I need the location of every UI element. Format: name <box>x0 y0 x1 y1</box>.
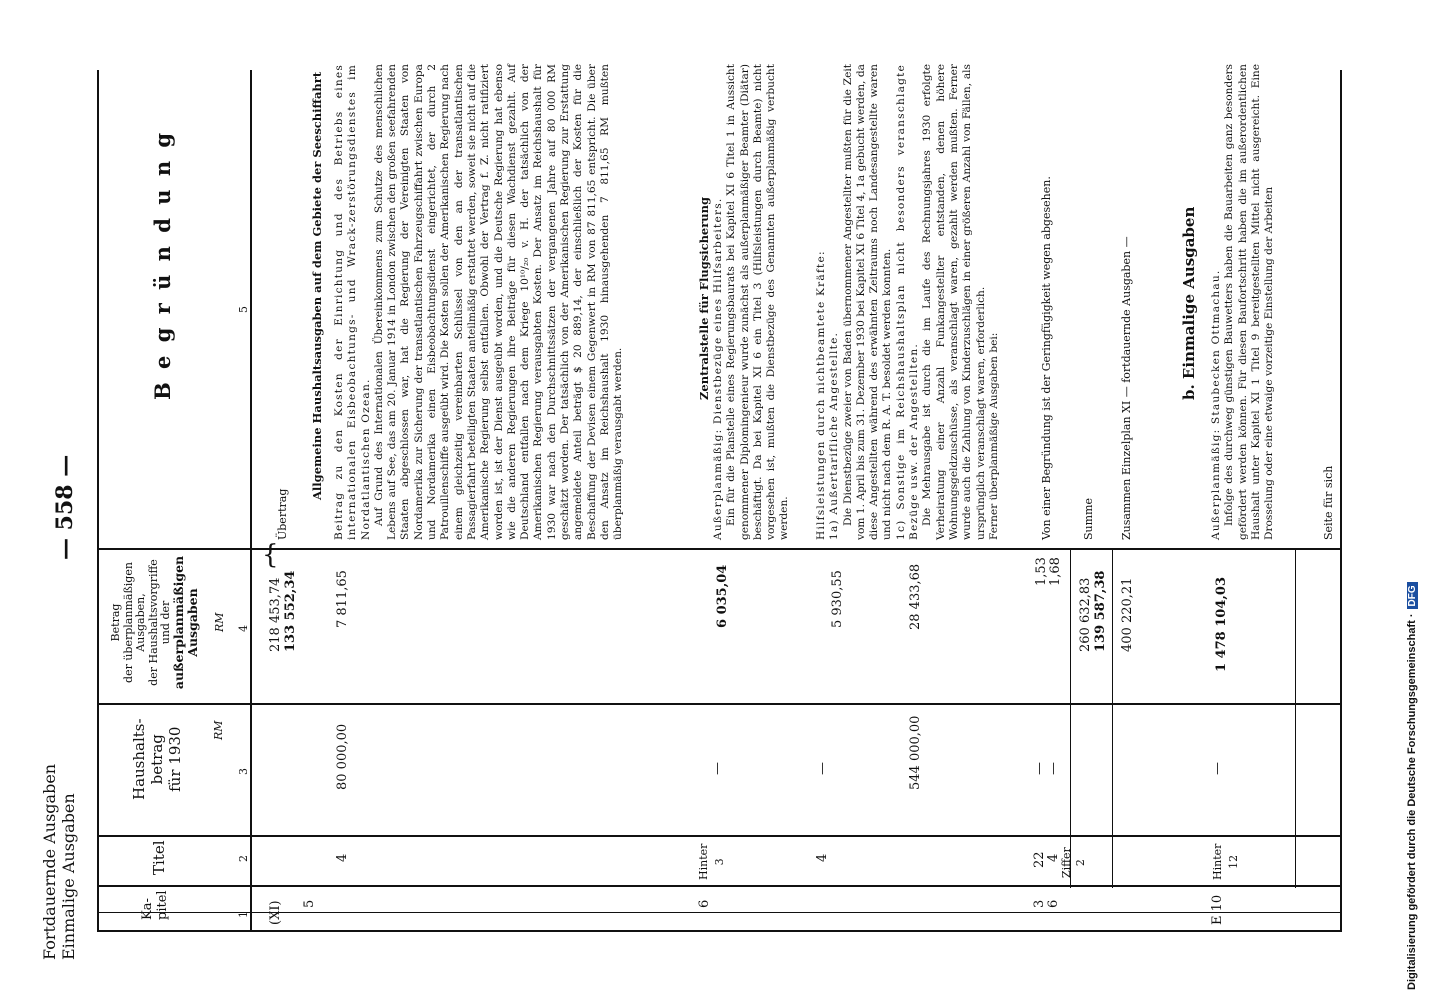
dfg-credit <box>1400 0 1434 1000</box>
kap-e10-l: E 10 <box>1210 894 1225 925</box>
betrag-28433-l: 28 433,68 <box>908 563 923 630</box>
dfg-credit-text <box>1406 10 1418 990</box>
haushalt-dash4-l: — <box>1046 762 1061 775</box>
ausserplan1-body: Ein für die Planstelle eines Regierungsbaurats bei Kapitel XI 6 Titel 1 in Aussicht genommener Diplomingenieur wurde zunächst als außerplanmäßiger Beamter (Diätar) beschäftigt. Da bei Kapitel XI 6 ein Titel 3 (Hilfsleistungen durch Beamte) nicht vorgesehen ist, mußten die Dienstbezüge des Genannten außerplanmäßig verbucht werden. <box>725 64 791 540</box>
col-num-3-l: 3 <box>237 768 250 775</box>
col-num-2-l: 2 <box>237 855 250 862</box>
header-haushalt-unit-l: RM <box>212 720 225 740</box>
ausserplan2-body: Infolge des durchweg günstigen Bauwetters haben die Bauarbeiten ganz besonders gefördert werden können. Für diesen Baufortschritt haben die im außerordentlichen Haushalt unter Kapitel XI 1 Titel 9 bereitgestellten Mittel nicht ausgereicht. Eine Drosselung oder eine etwaige vorzeitige Einstellung der Arbeiten <box>1223 64 1276 540</box>
col2-rule <box>97 835 1342 837</box>
haushalt-dash5-l: — <box>1210 762 1225 775</box>
kap-3-l: 3 <box>1032 899 1047 908</box>
summe-label: Summe <box>1082 498 1095 540</box>
kap-6-l: 6 <box>697 899 712 908</box>
hilfs-1c-title: 1c) Sonstige im Reichshaushaltsplan nicht besonders veranschlagte Bezüge usw. der Angestellten. <box>894 64 921 540</box>
header-betrag-bold-l: außerplanmäßigen Ausgaben <box>171 555 200 690</box>
titel-hinter3-l: Hinter 3 <box>697 843 726 880</box>
zentral-heading-l: Zentralstelle für Flugsicherung <box>697 196 711 400</box>
ausserplan1-paragraph <box>712 64 792 540</box>
von-einer-text: Von einer Begründung ist der Geringfügigkeit wegen abgesehen. <box>1040 176 1053 540</box>
uebertrag-label: Übertrag <box>276 488 289 540</box>
left-frame <box>97 70 99 930</box>
summe-rule-1 <box>1070 548 1071 888</box>
hilfs-title: Hilfsleistungen durch nichtbeamtete Kräfte: <box>815 250 827 540</box>
ausserplan2-title: Außerplanmäßig: Staubecken Ottmachau. <box>1210 269 1222 540</box>
betrag-168-l: 1,68 <box>1048 557 1063 586</box>
kap-5-l: 5 <box>302 899 317 908</box>
header-haushalt-l: Haushalts- betrag für 1930 <box>130 718 184 800</box>
betrag-218453-l: 218 453,74 <box>268 577 283 652</box>
haushalt-544000-l: 544 000,00 <box>908 715 923 790</box>
titel-22-l: 22 <box>1032 851 1047 868</box>
uebertrag-brace: { <box>262 540 279 570</box>
betrag-summe2-l: 139 587,38 <box>1093 570 1108 652</box>
haushalt-dash3-l: — <box>1032 762 1047 775</box>
betrag-133552-l: 133 552,34 <box>283 570 298 652</box>
header-kapitel-l: Ka- pitel <box>140 890 170 920</box>
colnum-rule <box>97 912 1342 913</box>
beitrag-title: Beitrag zu den Kosten der Einrichtung und des Betriebs eines internationalen Eisbeobachtungs- und Wrack-zerstörungsdienstes im Nordatlantischen Ozean. <box>333 64 372 540</box>
haushalt-dash2-l: — <box>815 762 830 775</box>
fortdauernde-block <box>40 764 78 960</box>
col-num-1-l: 1 <box>237 911 250 918</box>
summe-rule-2 <box>1112 548 1113 888</box>
titel-hinter12-l: Hinter 12 <box>1211 843 1240 880</box>
col1-rule <box>97 885 1342 887</box>
hilfs-1a-body: Die Dienstbezüge zweier von Baden übernommener Angestellter mußten für die Zeit vom 1. April bis zum 31. Dezember 1930 bei Kapitel XI 6 Titel 4, 1a gebucht werden, da diese Angestellten während des erwähnten Zeitraums noch Landesangestellte waren und nicht nach dem R. A. T. besoldet werden konnten. <box>841 64 894 540</box>
col4-rule <box>97 548 1342 550</box>
fortdauernde-text: Fortdauernde Ausgaben <box>40 763 59 960</box>
betrag-1478104-l: 1 478 104,03 <box>1214 577 1229 672</box>
haushalt-dash1-l: — <box>710 762 725 775</box>
col-num-4-l: 4 <box>237 625 250 632</box>
hilfs-paragraph <box>815 64 1001 540</box>
right-frame <box>1340 70 1342 930</box>
titel-ziffer-l: Ziffer 2 <box>1060 847 1087 878</box>
betrag-summe1-l: 260 632,83 <box>1078 577 1093 652</box>
col3-rule <box>97 703 1342 705</box>
header-rule <box>250 70 252 930</box>
seite-label: Seite für sich <box>1322 465 1335 540</box>
page-number-label: — 558 — <box>52 454 78 560</box>
allgemeine-heading-l: Allgemeine Haushaltsausgaben auf dem Gebiete der Seeschiffahrt <box>310 71 324 500</box>
zusammen-label: Zusammen Einzelplan XI — fortdauernde Ausgaben — <box>1120 236 1133 540</box>
col-num-5-l: 5 <box>237 306 250 313</box>
titel-4b-l: 4 <box>815 853 830 862</box>
einmalige-text: Einmalige Ausgaben <box>59 793 78 960</box>
kap-xi-l: (XI) <box>268 900 283 925</box>
beitrag-body: Auf Grund des Internationalen Übereinkommens zum Schutze des menschlichen Lebens auf See, das am 20. Januar 1914 in London zwischen den großen seefahrenden Staaten abgeschlossen war, hat die Regierung der Vereinigten Staaten von Nordamerika zur Sicherung der transatlantischen Fahrzeugschiffahrt zwischen Europa und Nordamerika einen Eisbeobachtungsdienst eingerichtet, der durch 2 Patrouillenschiffe ausgeübt wird. Die Kosten sollen der Amerikanischen Regierung nach einem gleichzeitig vereinbarten Schlüssel von den an der transatlantischen Passagierfahrt beteiligten Staaten anteilmäßig erstattet werden, soweit sie nicht auf die Amerikanische Regierung selbst entfallen. Obwohl der Vertrag f. Z. nicht ratifiziert worden ist, ist der Dienst ausgeübt worden, und die Deutsche Regierung hat ebenso wie die anderen Regierungen ihre Beiträge für diesen Wachdienst gezahlt. Auf Deutschland entfallen nach dem Kriege 10¹⁰/₂₀ v. H. der tatsächlich von der Amerikanischen Regierung verausgabten Kosten. Der Ansatz im Reichshaushalt für 1930 war nach den Durchschnittssätzen der vergangenen Jahre auf 80 000 RM geschätzt worden. Der tatsächlich von der Amerikanischen Regierung zur Erstattung angemeldete Anteil beträgt $ 20 889,14, der einschließlich der Kosten für die Beschaffung der Devisen einem Gegenwert in RM von 87 811,65 entspricht. Die über den Ansatz im Reichshaushalt 1930 hinausgehenden 7 811,65 RM mußten überplanmäßig verausgabt werden. <box>372 64 625 540</box>
ferner-text: Ferner überplanmäßige Ausgaben bei: <box>987 332 1000 540</box>
titel-4c-l: 4 <box>1046 853 1061 862</box>
betrag-7811-l: 7 811,65 <box>335 570 350 628</box>
dfg-logo: DFG <box>1407 582 1418 609</box>
haushalt-80000-l: 80 000,00 <box>335 723 350 790</box>
hilfs-1c-body: Die Mehrausgabe ist durch die im Laufe des Rechnungsjahres 1930 erfolgte Verheiratung einer Anzahl Funkangestellter entstanden, denen höhere Wohnungsgeldzuschüsse, als veranschlagt waren, gezahlt werden mußten. Ferner wurde auch die Zahlung von Kinderzuschlägen in einer größeren Anzahl von Fällen, als ursprünglich veranschlagt waren, erforderlich. <box>921 64 987 540</box>
ausserplan1-title: Außerplanmäßig: Dienstbezüge eines Hilfsarbeiters. <box>712 197 724 540</box>
einmalige-heading: b. Einmalige Ausgaben <box>1180 206 1198 400</box>
header-betrag-unit-l: RM <box>213 612 226 632</box>
betrag-zusammen-l: 400 220,21 <box>1120 577 1135 652</box>
hilfs-1a-title: 1a) Außertarifliche Angestellte. <box>828 331 841 540</box>
header-betrag-l: Betrag der überplanmäßigen Ausgaben, der Haushaltsvorgriffe und der <box>109 559 172 686</box>
header-begruendung-l: B e g r ü n d u n g <box>150 129 175 400</box>
credit-label: Digitalisierung gefördert durch die Deutsche Forschungsgemeinschaft · <box>1406 613 1418 990</box>
header-titel-l: Titel <box>150 840 168 875</box>
end-rule <box>1295 548 1296 888</box>
beitrag-paragraph <box>333 64 626 540</box>
kap-6b-l: 6 <box>1046 899 1061 908</box>
titel-4-l: 4 <box>335 853 350 862</box>
betrag-5930-l: 5 930,55 <box>830 570 845 628</box>
bottom-frame <box>97 930 1342 932</box>
betrag-6035-l: 6 035,04 <box>715 564 730 628</box>
ausserplan2-paragraph <box>1210 64 1276 540</box>
betrag-153-l: 1,53 <box>1034 557 1049 586</box>
